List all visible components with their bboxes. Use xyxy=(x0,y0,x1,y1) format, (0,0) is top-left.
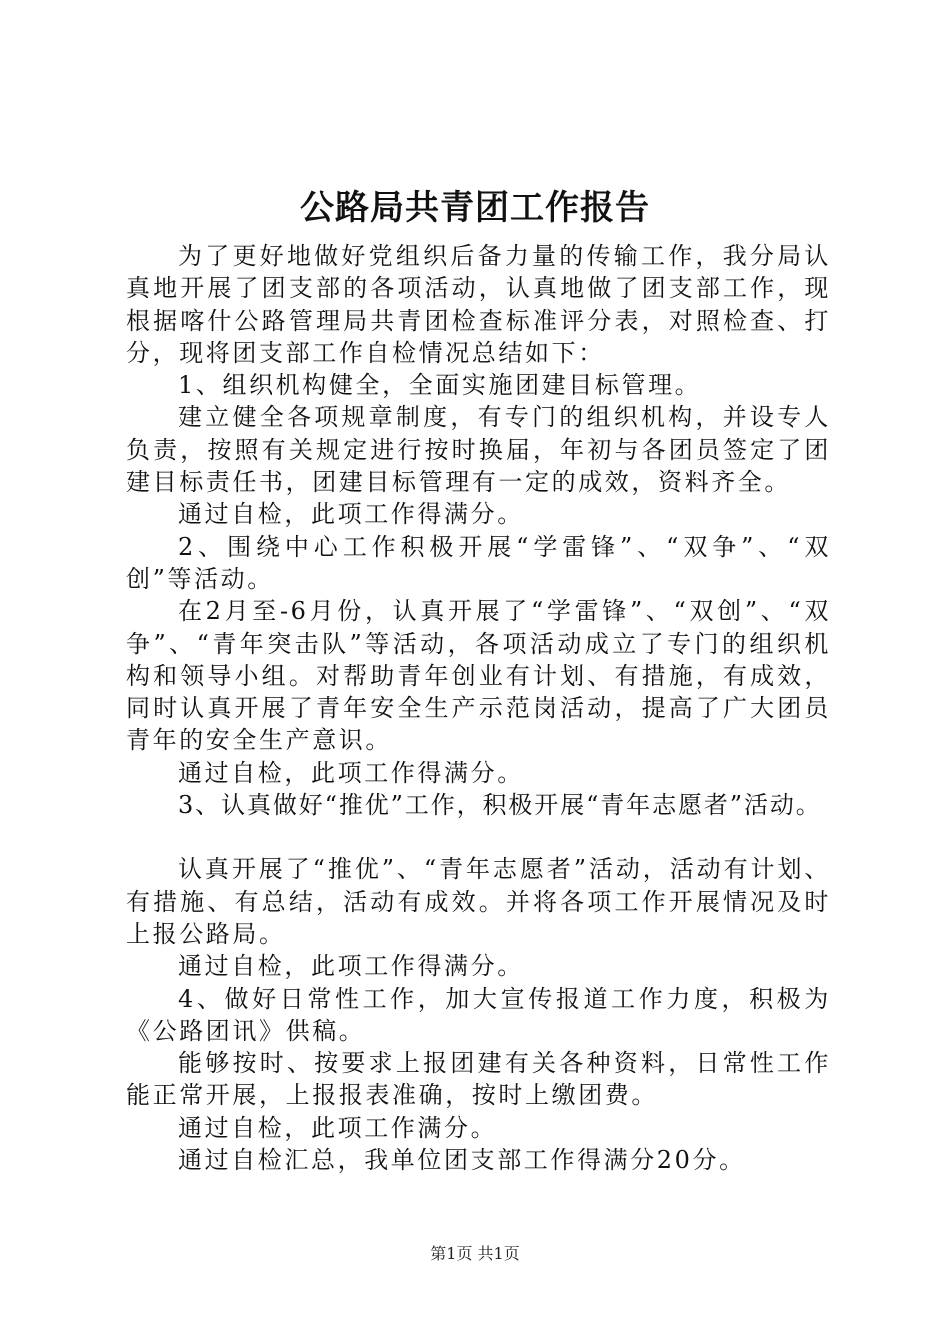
paragraph-intro: 为了更好地做好党组织后备力量的传输工作，我分局认真地开展了团支部的各项活动，认真地做了团支部工作，现根据喀什公路管理局共青团检查标准评分表，对照检查、打分，现将团支部工作自检情况总结如下： xyxy=(126,242,831,367)
section-heading-1: 1、组织机构健全，全面实施团建目标管理。 xyxy=(178,371,702,400)
page-footer: 第1页 共1页 xyxy=(430,1244,520,1263)
paragraph-section-1: 建立健全各项规章制度，有专门的组织机构，并设专人负责，按照有关规定进行按时换届，年初与各团员签定了团建目标责任书，团建目标管理有一定的成效，资料齐全。 xyxy=(126,403,831,497)
paragraph-self-check-3: 通过自检，此项工作得满分。 xyxy=(178,952,524,981)
paragraph-section-4: 能够按时、按要求上报团建有关各种资料，日常性工作能正常开展，上报报表准确，按时上缴团费。 xyxy=(126,1049,831,1110)
section-heading-3: 3、认真做好“推优”工作，积极开展“青年志愿者”活动。 xyxy=(178,791,822,820)
paragraph-self-check-4: 通过自检，此项工作满分。 xyxy=(178,1113,498,1142)
blank-line xyxy=(126,821,831,853)
document-body xyxy=(126,240,831,1176)
paragraph-self-check-1: 通过自检，此项工作得满分。 xyxy=(178,500,524,529)
paragraph-summary: 通过自检汇总，我单位团支部工作得满分20分。 xyxy=(178,1146,746,1175)
section-heading-4: 4、做好日常性工作，加大宣传报道工作力度，积极为《公路团讯》供稿。 xyxy=(126,984,831,1045)
section-heading-2: 2、围绕中心工作积极开展“学雷锋”、“双争”、“双创”等活动。 xyxy=(126,532,831,593)
document-title: 公路局共青团工作报告 xyxy=(300,188,650,228)
paragraph-section-3: 认真开展了“推优”、“青年志愿者”活动，活动有计划、有措施、有总结，活动有成效。并将各项工作开展情况及时上报公路局。 xyxy=(126,855,831,948)
paragraph-self-check-2: 通过自检，此项工作得满分。 xyxy=(178,758,524,787)
paragraph-section-2: 在2月至-6月份，认真开展了“学雷锋”、“双创”、“双争”、“青年突击队”等活动，各项活动成立了专门的组织机构和领导小组。对帮助青年创业有计划、有措施，有成效，同时认真开展了青年安全生产示范岗活动，提高了广大团员青年的安全生产意识。 xyxy=(126,597,831,755)
